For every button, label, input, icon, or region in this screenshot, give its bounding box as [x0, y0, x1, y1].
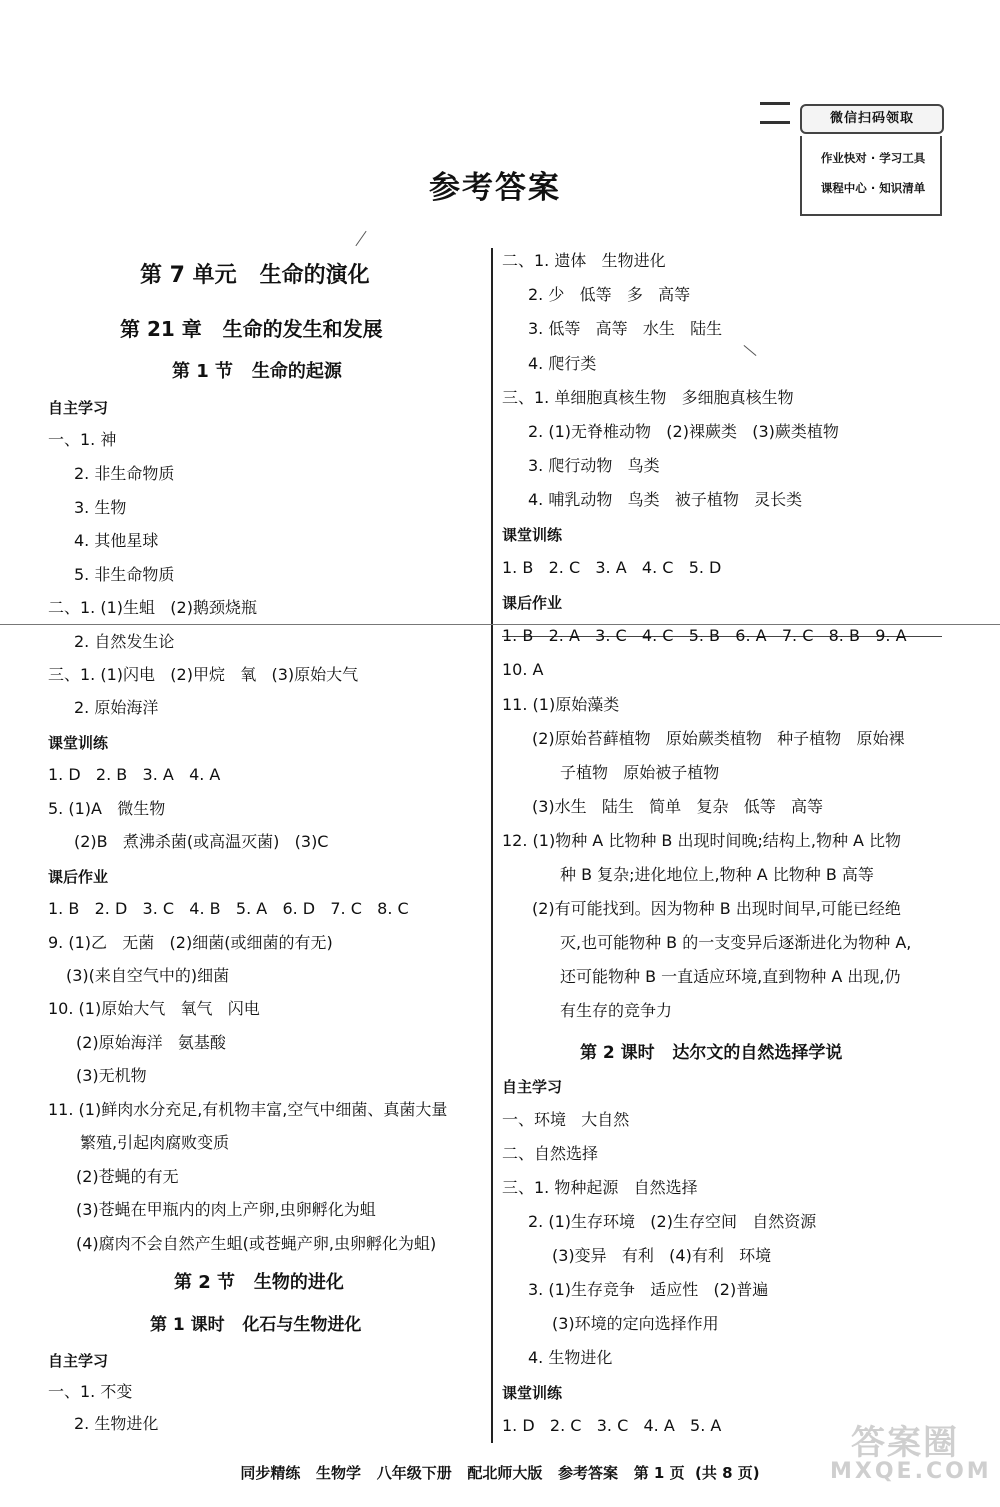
- answer-line: 三、1. (1)闪电 (2)甲烷 氧 (3)原始大气: [48, 665, 359, 684]
- answer-line: (2)B 煮沸杀菌(或高温灭菌) (3)C: [74, 832, 329, 851]
- answer-line: 灭,也可能物种 B 的一支变异后逐渐进化为物种 A,: [560, 933, 912, 952]
- answer-line: 2. 非生命物质: [74, 464, 175, 483]
- answer-line: 1. B 2. A 3. C 4. C 5. B 6. A 7. C 8. B 9. A: [502, 626, 907, 645]
- label-ketang: 课堂训练: [502, 1384, 563, 1402]
- stamp-title: 微信扫码领取: [800, 104, 944, 134]
- answer-line: 三、1. 单细胞真核生物 多细胞真核生物: [502, 388, 794, 407]
- page-footer: 同步精练 生物学 八年级下册 配北师大版 参考答案 第 1 页 (共 8 页): [240, 1464, 760, 1482]
- unit-heading: 第 7 单元 生命的演化: [140, 263, 370, 288]
- answer-line: (3)变异 有利 (4)有利 环境: [552, 1246, 772, 1265]
- answer-line: 1. D 2. B 3. A 4. A: [48, 765, 221, 784]
- answer-line: 1. B 2. C 3. A 4. C 5. D: [502, 558, 722, 577]
- answer-line: 3. 爬行动物 鸟类: [528, 456, 660, 475]
- answer-line: (3)(来自空气中的)细菌: [66, 966, 230, 985]
- answer-line: 2. 自然发生论: [74, 632, 175, 651]
- stamp-line-2: 课程中心 · 知识清单: [820, 181, 926, 195]
- label-kehou: 课后作业: [48, 868, 109, 886]
- answer-line: 10. (1)原始大气 氧气 闪电: [48, 999, 260, 1018]
- answer-line: 11. (1)原始藻类: [502, 695, 620, 714]
- answer-line: 4. 哺乳动物 鸟类 被子植物 灵长类: [528, 490, 803, 509]
- answer-line: 一、1. 不变: [48, 1382, 133, 1401]
- label-ketang: 课堂训练: [48, 734, 109, 752]
- answer-line: 4. 其他星球: [74, 531, 159, 550]
- answer-line: 2. (1)生存环境 (2)生存空间 自然资源: [528, 1212, 817, 1231]
- answer-line: 二、1. (1)生蛆 (2)鹅颈烧瓶: [48, 598, 257, 617]
- answer-line: 1. B 2. D 3. C 4. B 5. A 6. D 7. C 8. C: [48, 899, 409, 918]
- answer-line: (3)苍蝇在甲瓶内的肉上产卵,虫卵孵化为蛆: [76, 1200, 376, 1219]
- answer-line: (2)有可能找到。因为物种 B 出现时间早,可能已经绝: [532, 899, 901, 918]
- answer-line: 11. (1)鲜肉水分充足,有机物丰富,空气中细菌、真菌大量: [48, 1100, 448, 1119]
- answer-line: 种 B 复杂;进化地位上,物种 A 比物种 B 高等: [560, 865, 874, 884]
- answer-line: 5. (1)A 微生物: [48, 799, 166, 818]
- pen-mark: [355, 231, 366, 246]
- answer-line: 2. 少 低等 多 高等: [528, 285, 691, 304]
- answer-line: 2. 原始海洋: [74, 698, 159, 717]
- watermark-text: 答案圈: [851, 1423, 959, 1463]
- answer-line: 三、1. 物种起源 自然选择: [502, 1178, 698, 1197]
- chapter-heading: 第 21 章 生命的发生和发展: [120, 317, 383, 341]
- answer-line: (2)原始海洋 氨基酸: [76, 1033, 226, 1052]
- answer-line: 一、1. 神: [48, 430, 117, 449]
- answer-line: 4. 爬行类: [528, 354, 597, 373]
- answer-line: 4. 生物进化: [528, 1348, 613, 1367]
- answer-line: 3. 低等 高等 水生 陆生: [528, 319, 723, 338]
- stamp-tab-decoration: [760, 102, 790, 124]
- answer-line: (3)环境的定向选择作用: [552, 1314, 719, 1333]
- watermark-url: MXQE.COM: [830, 1459, 992, 1484]
- answer-line: (2)苍蝇的有无: [76, 1167, 179, 1186]
- label-kehou: 课后作业: [502, 594, 563, 612]
- pen-mark: [744, 345, 757, 356]
- answer-line: 9. (1)乙 无菌 (2)细菌(或细菌的有无): [48, 933, 333, 952]
- label-zizhu: 自主学习: [502, 1078, 563, 1096]
- answer-line: (3)水生 陆生 简单 复杂 低等 高等: [532, 797, 823, 816]
- answer-line: 3. (1)生存竞争 适应性 (2)普遍: [528, 1280, 769, 1299]
- label-ketang: 课堂训练: [502, 526, 563, 544]
- answer-line: 5. 非生命物质: [74, 565, 175, 584]
- column-divider: [491, 248, 493, 1443]
- answer-line: (4)腐肉不会自然产生蛆(或苍蝇产卵,虫卵孵化为蛆): [76, 1234, 437, 1253]
- section-heading: 第 2 节 生物的进化: [174, 1272, 344, 1293]
- answer-line: 2. (1)无脊椎动物 (2)裸蕨类 (3)蕨类植物: [528, 422, 839, 441]
- answer-line: 二、自然选择: [502, 1144, 599, 1163]
- label-zizhu: 自主学习: [48, 1352, 109, 1370]
- answer-line: 3. 生物: [74, 498, 127, 517]
- answer-line: 12. (1)物种 A 比物种 B 出现时间晚;结构上,物种 A 比物: [502, 831, 902, 850]
- answer-line: 有生存的竞争力: [560, 1001, 673, 1020]
- answer-line: 繁殖,引起肉腐败变质: [80, 1133, 230, 1152]
- page-title: 参考答案: [429, 170, 561, 206]
- label-zizhu: 自主学习: [48, 399, 109, 417]
- lesson-heading: 第 2 课时 达尔文的自然选择学说: [580, 1043, 843, 1063]
- answer-line: 一、环境 大自然: [502, 1110, 630, 1129]
- watermark-logo: [830, 1415, 992, 1495]
- lesson-heading: 第 1 课时 化石与生物进化: [150, 1315, 362, 1335]
- answer-line: 二、1. 遗体 生物进化: [502, 251, 666, 270]
- answer-line: (3)无机物: [76, 1066, 147, 1085]
- answer-line: (2)原始苔藓植物 原始蕨类植物 种子植物 原始裸: [532, 729, 905, 748]
- answer-line: 还可能物种 B 一直适应环境,直到物种 A 出现,仍: [560, 967, 901, 986]
- answer-line: 2. 生物进化: [74, 1414, 159, 1433]
- answer-line: 10. A: [502, 660, 544, 679]
- stamp-line-1: 作业快对 · 学习工具: [820, 151, 926, 165]
- answer-line: 1. D 2. C 3. C 4. A 5. A: [502, 1416, 722, 1435]
- section-heading: 第 1 节 生命的起源: [172, 361, 342, 382]
- answer-line: 子植物 原始被子植物: [560, 763, 720, 782]
